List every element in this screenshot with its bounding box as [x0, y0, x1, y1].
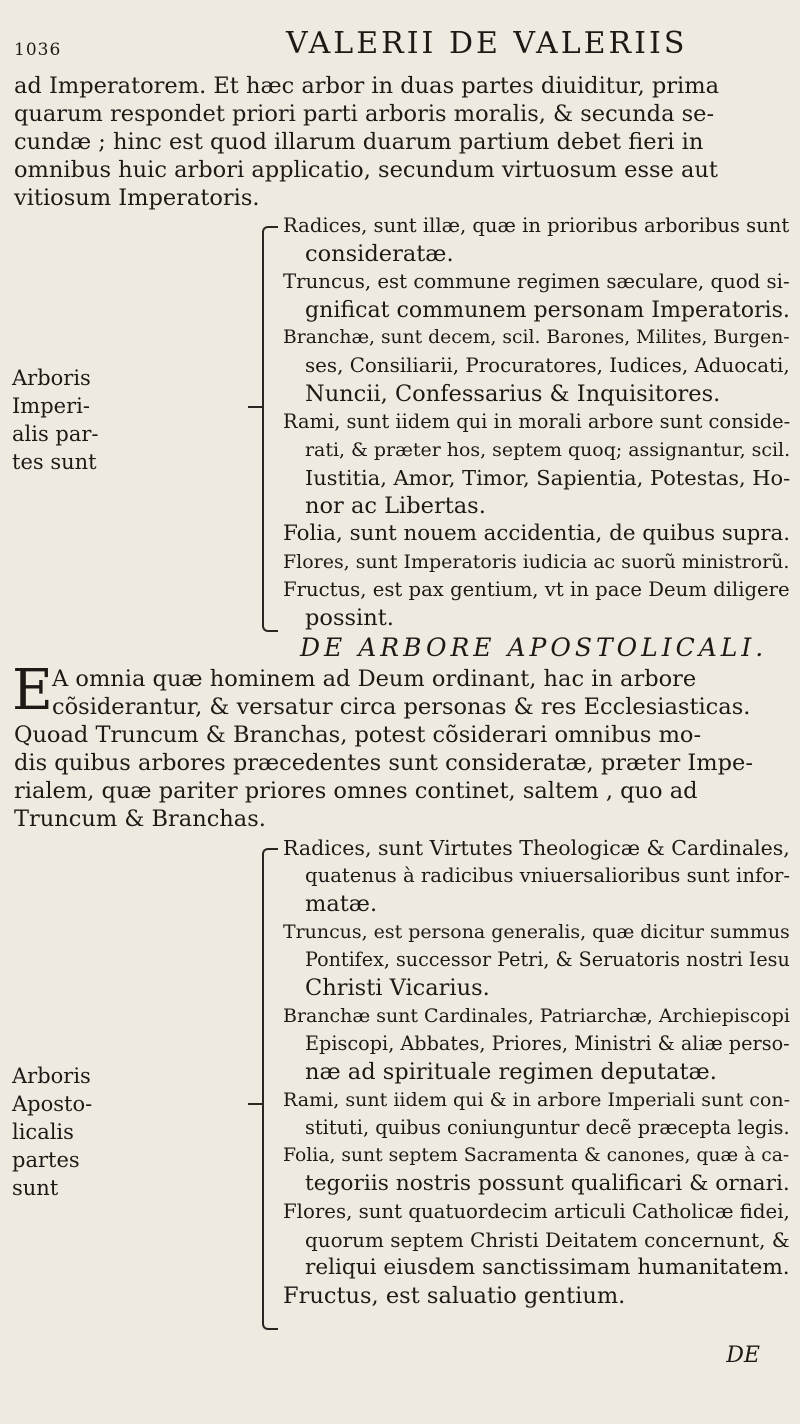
list-item: reliqui eiusdem sanctissimam humanitatem. — [305, 1255, 790, 1280]
list-item: Flores, sunt Imperatoris iudicia ac suorũ ministrorũ. — [283, 551, 790, 573]
list-item: Flores, sunt quatuordecim articuli Catholicæ fidei, — [283, 1200, 790, 1223]
intro-line: ad Imperatorem. Et hæc arbor in duas partes diuiditur, prima — [14, 73, 720, 99]
paragraph-line: cõsiderantur, & versatur circa personas & res Ecclesiasticas. — [52, 694, 751, 720]
margin-label: sunt — [12, 1176, 59, 1200]
list-item: gnificat communem personam Imperatoris. — [305, 297, 790, 323]
margin-label: Arboris — [12, 1064, 91, 1088]
list-item: Folia, sunt nouem accidentia, de quibus supra. — [283, 521, 791, 546]
brace — [262, 226, 278, 632]
brace-point — [248, 1103, 262, 1105]
catchword: DE — [726, 1343, 760, 1368]
drop-cap: E — [12, 658, 53, 723]
list-item: nor ac Libertas. — [305, 493, 486, 519]
intro-line: vitiosum Imperatoris. — [14, 185, 260, 211]
list-item: consideratæ. — [305, 241, 454, 267]
margin-label: Arboris — [12, 366, 91, 390]
list-item: matæ. — [305, 891, 378, 917]
page-number: 1036 — [14, 40, 62, 60]
section-heading: DE ARBORE APOSTOLICALI. — [300, 633, 768, 662]
list-item: Nuncii, Confessarius & Inquisitores. — [305, 381, 721, 407]
list-item: Pontifex, successor Petri, & Seruatoris nostri Iesu — [305, 948, 790, 971]
list-item: rati, & præter hos, septem quoq; assignantur, scil. — [305, 439, 791, 461]
list-item: Radices, sunt illæ, quæ in prioribus arboribus sunt — [283, 214, 790, 237]
paragraph-line: rialem, quæ pariter priores omnes continet, saltem , quo ad — [14, 778, 698, 804]
list-item: Truncus, est persona generalis, quæ dicitur summus — [283, 921, 790, 943]
list-item: Fructus, est pax gentium, vt in pace Deum diligere — [283, 578, 790, 601]
paragraph-line: Quoad Truncum & Branchas, potest cõsiderari omnibus mo- — [14, 722, 702, 748]
list-item: quatenus à radicibus vniuersalioribus sunt infor- — [305, 864, 791, 887]
intro-line: quarum respondet priori parti arboris moralis, & secunda se- — [14, 101, 715, 127]
list-item: Christi Vicarius. — [305, 975, 490, 1001]
list-item: næ ad spirituale regimen deputatæ. — [305, 1059, 717, 1085]
margin-label: alis par- — [12, 422, 99, 446]
margin-label: tes sunt — [12, 450, 97, 474]
list-item: possint. — [305, 605, 394, 631]
list-item: Rami, sunt iidem qui in morali arbore sunt conside- — [283, 410, 791, 433]
margin-label: licalis — [12, 1120, 74, 1144]
margin-label: Aposto- — [12, 1092, 93, 1116]
list-item: Rami, sunt iidem qui & in arbore Imperiali sunt con- — [283, 1089, 791, 1111]
list-item: Fructus, est saluatio gentium. — [283, 1283, 626, 1309]
margin-label: Imperi- — [12, 394, 90, 418]
list-item: Truncus, est commune regimen sæculare, quod si- — [283, 270, 790, 293]
list-item: tegoriis nostris possunt qualificari & ornari. — [305, 1171, 790, 1196]
list-item: Branchæ sunt Cardinales, Patriarchæ, Archiepiscopi — [283, 1005, 790, 1027]
brace — [262, 848, 278, 1330]
list-item: Iustitia, Amor, Timor, Sapientia, Potestas, Ho- — [305, 466, 791, 490]
intro-line: cundæ ; hinc est quod illarum duarum partium debet fieri in — [14, 129, 704, 155]
list-item: Branchæ, sunt decem, scil. Barones, Milites, Burgen- — [283, 327, 790, 348]
list-item: stituti, quibus coniunguntur decẽ præcepta legis. — [305, 1116, 790, 1139]
paragraph-line: Truncum & Branchas. — [14, 806, 266, 832]
list-item: Radices, sunt Virtutes Theologicæ & Cardinales, — [283, 836, 790, 860]
list-item: Folia, sunt septem Sacramenta & canones, quæ à ca- — [283, 1145, 790, 1166]
list-item: Episcopi, Abbates, Priores, Ministri & aliæ perso- — [305, 1032, 790, 1055]
intro-line: omnibus huic arbori applicatio, secundum virtuosum esse aut — [14, 157, 718, 183]
paragraph-line: dis quibus arbores præcedentes sunt consideratæ, præter Impe- — [14, 750, 753, 776]
list-item: quorum septem Christi Deitatem concernunt, & — [305, 1228, 790, 1252]
paragraph-line: A omnia quæ hominem ad Deum ordinant, hac in arbore — [52, 666, 697, 692]
running-title: VALERII DE VALERIIS — [286, 26, 688, 61]
list-item: ses, Consiliarii, Procuratores, Iudices, Aduocati, — [305, 354, 790, 377]
margin-label: partes — [12, 1148, 80, 1172]
brace-point — [248, 406, 262, 408]
